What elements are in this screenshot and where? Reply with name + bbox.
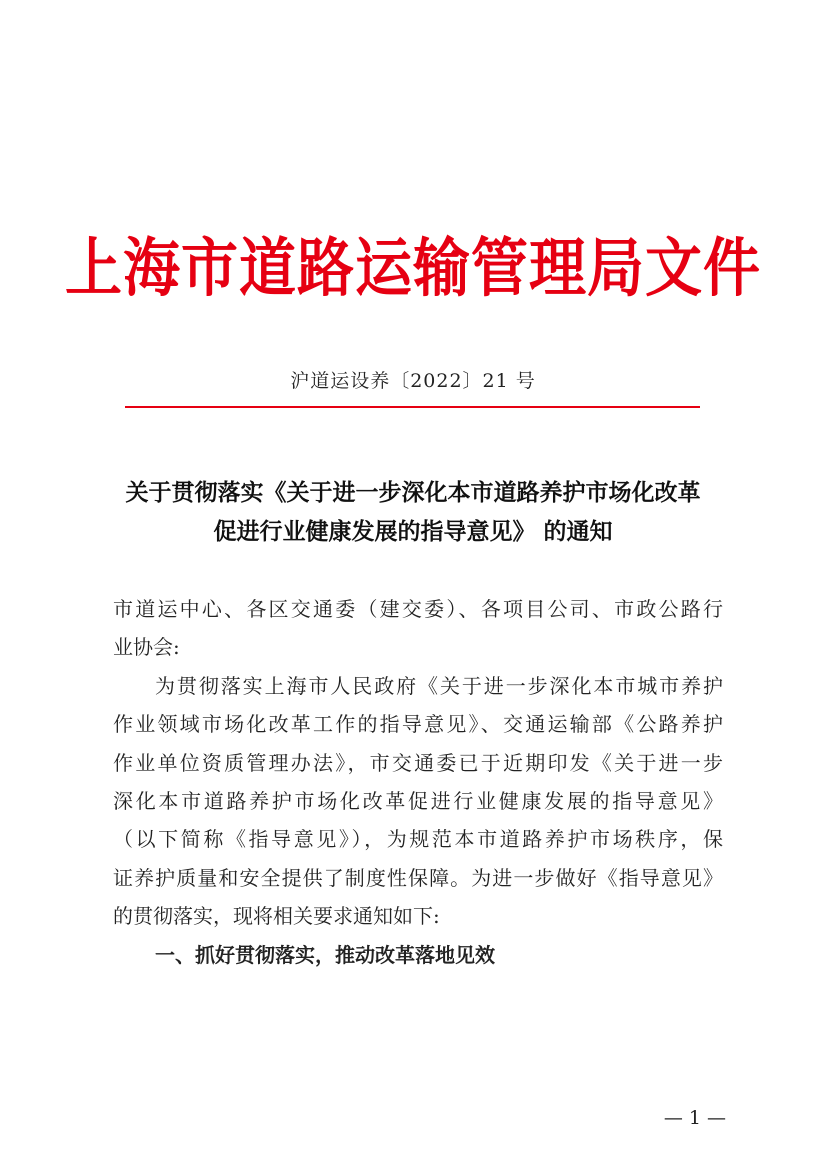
red-divider-line xyxy=(125,406,700,408)
document-body xyxy=(113,590,723,974)
title-line-1: 关于贯彻落实《关于进一步深化本市道路养护市场化改革 xyxy=(125,480,701,506)
paragraph-1-line-4: 深化本市道路养护市场化改革促进行业健康发展的指导意见》 xyxy=(113,788,723,813)
document-masthead: 上海市道路运输管理局文件 xyxy=(65,230,761,306)
section-1-heading: 一、抓好贯彻落实，推动改革落地见效 xyxy=(155,942,495,967)
addressee-line-1: 市道运中心、各区交通委（建交委）、各项目公司、市政公路行 xyxy=(113,597,723,621)
addressee-line-2: 业协会: xyxy=(113,635,180,660)
document-title xyxy=(60,474,766,552)
paragraph-1-line-1: 为贯彻落实上海市人民政府《关于进一步深化本市城市养护 xyxy=(155,673,723,698)
paragraph-1-line-3: 作业单位资质管理办法》，市交通委已于近期印发《关于进一步 xyxy=(113,750,723,775)
title-line-2: 促进行业健康发展的指导意见》 的通知 xyxy=(213,519,613,545)
paragraph-1-line-7: 的贯彻落实，现将相关要求通知如下: xyxy=(113,904,440,929)
paragraph-1-line-6: 证养护质量和安全提供了制度性保障。为进一步做好《指导意见》 xyxy=(113,865,723,890)
paragraph-1-line-5: （以下简称《指导意见》），为规范本市道路养护市场秩序，保 xyxy=(113,827,723,852)
paragraph-1-line-2: 作业领域市场化改革工作的指导意见》、交通运输部《公路养护 xyxy=(113,712,723,737)
page-number: — 1 — xyxy=(663,1107,726,1129)
document-number: 沪道运设养〔2022〕21 号 xyxy=(290,370,536,392)
